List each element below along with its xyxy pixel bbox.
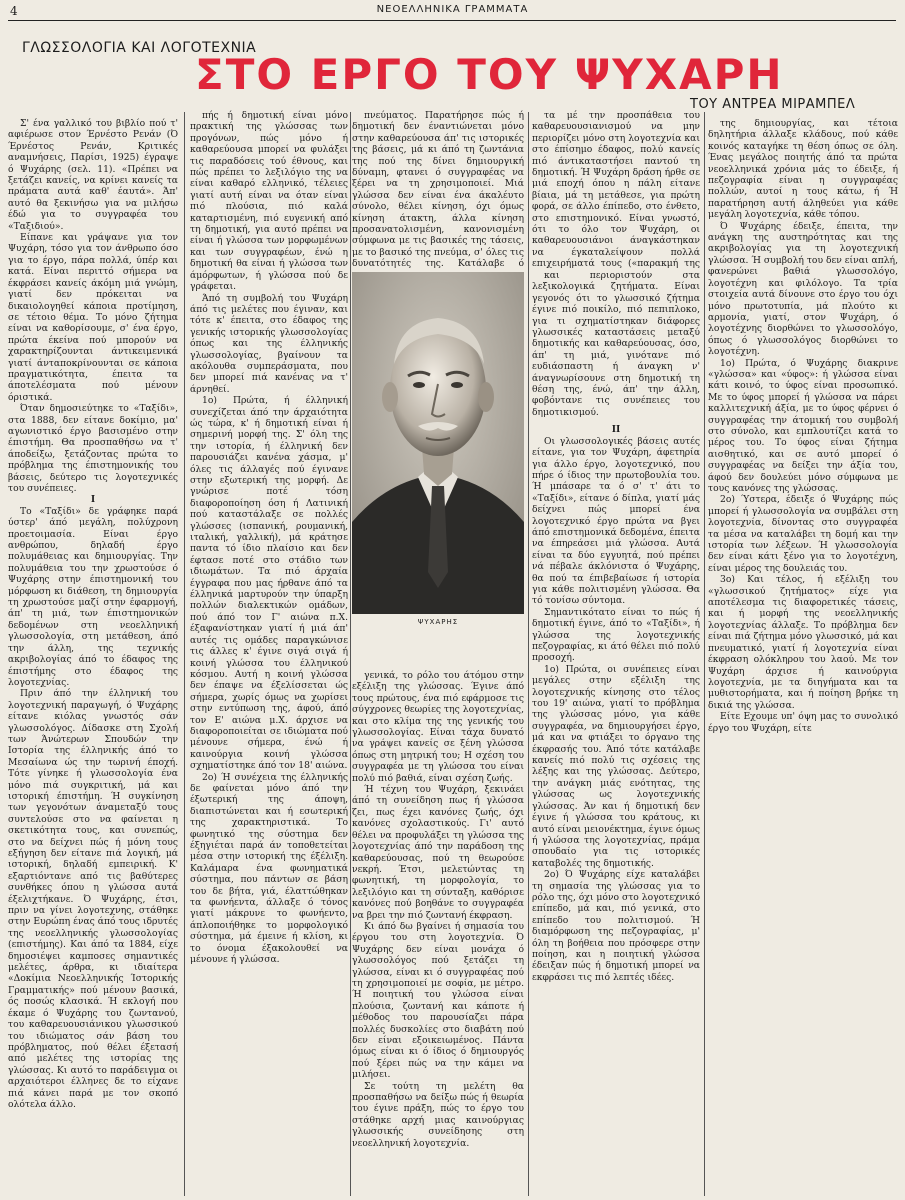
column-rule	[350, 112, 351, 1196]
paragraph: Άπό τη συμβολή του Ψυχάρη άπό τις μελέτες που έγιναν, και τότε κ' έπειτα, στο έδαφος της γενικής ιστορικής γλωσσολογίας όπως και της έλληνικής γλωσσολογίας, βγαίνουν τα ακόλουθα συμπεράσματα, που δεν μπορεί πιά κανένας να τ' άρνηθεί.	[190, 292, 348, 395]
paragraph: 3ο) Και τέλος, ή εξέλιξη του «γλωσσικού ζητήματος» είχε για αποτέλεσμα τις διαφορετικές τάσεις, και ή μορφή της νεοελληνικής λογοτεχνίας άλλαξε. Το πρόβλημα δεν είναι πιά ζήτημα μόνο γλωσσικό, μά και πνευματικό, γιατί ή λογοτεχνία είναι έκφραση ολόκληρου του λαού. Με τον Ψυχάρη άρχισε ή καινούργια λογοτεχνία, με τα διηγήματα και τα μυθιστορήματα, και ή ποίηση βρήκε τη δικιά της γλώσσα.	[708, 574, 898, 711]
paragraph: 1ο) Πρώτα, ή έλληνική συνεχίζεται άπό την άρχαιότητα ώς τώρα, κ' ή δημοτική είναι ή σημερινή μορφή της. Σ' όλη της την ιστορία, ή έλληνική δεν παρουσιάζει κανένα χάσμα, μ' όλες τις άλλαγές πού έγινανε στην εξωτερική της μορφή. Δε γνώρισε ποτέ τόση διαφοροποίηση όση ή Λατινική πού καταστάλαξε σε πολλές γλώσσες (ισπανική, ρουμανική, ιταλική, γαλλική), μά κράτησε παντα τό ίδιο πλαίσιο και δεν έφτασε ποτέ στο στάδιο των ιδιωμάτων. Τα πιό άρχαία έγγραφα που μας ήρθανε άπό τα έλληνικά μαρτυρούν την ύπαρξη πολλών διαλεκτικών ομάδων, πού άπό τον Γ' αιώνα π.Χ. έξαφανίστηκαν γιατί ή μιά άπ' αυτές τις ομάδες παραγκώνισε τις άλλες κ' έγινε σιγά σιγά ή κοινή γλώσσα του έλληνικού κόσμου. Αυτή η κοινή γλώσσα δεν έπαψε να έξελίσσεται ώς σήμερα, χωρίς όμως να χωρίσει στην εντύπωση της, άφού, άπό τον Ε' αιώνα μ.Χ. άρχισε να διαφοροποιείται σε ιδιώματα πού μένουνε σήμερα, ένώ ή καινούργια κοινή γλώσσα σχηματίστηκε άπό τον 18' αιώνα.	[190, 395, 348, 772]
section-kicker: ΓΛΩΣΣΟΛΟΓΙΑ ΚΑΙ ΛΟΓΟΤΕΧΝΙΑ	[22, 40, 257, 56]
paragraph: Ή τέχνη του Ψυχάρη, ξεκινάει άπό τη συνείδηση πως ή γλώσσα ζει, πως έχει κανόνες ζωής, όχι κανόνες σχολαστικούς. Γι' αυτό θέλει να προφυλάξει τη γλώσσα της λογοτεχνίας άπό την παράδοση της καθαρεύουσας, πού τη θεωρούσε νεκρή. Έτσι, μελετώντας τη φωνητική, τη μορφολογία, το λεξιλόγιο και τη σύνταξη, καθόρισε κανόνες πού βοηθάνε το συγγραφέα να βρει την πιό ζωντανή έκφραση.	[352, 784, 524, 921]
section-mark-2: II	[611, 424, 621, 436]
column-3	[352, 670, 524, 1196]
paragraph: και περιοριστούν στα λεξικολογικά ζητήματα. Είναι γεγονός ότι το γλωσσικό ζήτημα έγινε πιό ποικίλο, πιό πεπιπλοκο, για τι σχηματίστηκαν διάφορες γλωσσικές καταστάσεις μεταξύ δημοτικής και καθαρεύουσας, όσο, άπ' τη μιά, γινότανε πιό ευδιάσπαστη ή άναγκη ν' άναγνωρίσουνε στη δημοτική τη θέση της, ένώ, άπ' την άλλη, φοβόντανε τις συνέπειες του δημοτικισμού.	[532, 270, 700, 418]
paragraph: Είπανε και γράψανε για τον Ψυχάρη, τόσο για τον άνθρωπο όσο για το έργο, πάρα πολλά, ύπέρ και κατά. Είναι περιττό σήμερα να έκφράσει κανείς άκόμη μιά γνώμη, γιατί δεν πρόκειται να δικαιολογηθεί κάποια προτίμηση, σε τέτοιο θέμα. Το μόνο ζήτημα είναι να καθορίσουμε, σ' ένα έργο, πρώτα έκείνα πού μπορούν να χαρακτηρίζουνται άντικειμενικά γιατί άνταποκρίνουνται σε κάποια πραγματικότητα, έπειτα τα άποτελέσματα πού μένουν όριστικά.	[8, 232, 178, 403]
paragraph: γενικά, το ρόλο του άτόμου στην εξέλιξη της γλώσσας. Έγινε άπό τους πρώτους, ένα πιό εφάρμοσε τις σύγχρονες θεωρίες της λογοτεχνίας, και στο κλίμα της της γενικής του γλωσσολογίας. Είναι τάχα δυνατό να γράψει κανείς σε ξένη γλώσσα όπως στη μητρική του; Η σχέση του συγγραφέα με τη γλώσσα του είναι πολύ πιό βαθιά, είναι σχέση ζωής.	[352, 670, 524, 784]
column-1	[8, 118, 178, 1196]
column-rule	[184, 112, 185, 1196]
column-4	[532, 270, 700, 1196]
paragraph: Όταν δημοσιεύτηκε το «Ταξίδι», στα 1888, δεν είτανε δοκίμιο, μα' αγωνιστικό έργο βασισμένο στην έπιστήμη. Θα προσπαθήσω να τ' άποδείξω, ξετάζοντας πρώτα το πρόβλημα της έπιστημονικής του βάσεις, δεύτερο τις λογοτεχνικές του συνέπειες.	[8, 403, 178, 494]
column-rule	[704, 112, 705, 1196]
article-title: ΣΤΟ ΕΡΓΟ ΤΟΥ ΨΥΧΑΡΗ	[195, 50, 784, 99]
paragraph: Το «Ταξίδι» δε γράφηκε παρά ύστερ' άπό μεγάλη, πολύχρονη προετοιμασία. Είναι έργο ανθρώπου, δηλαδή έργο πολυμάθειας και δημιουργίας. Την πολυμάθεια του την χρωστούσε ό Ψυχάρης στην έπιστημονική του μόρφωση κι διάθεση, τη δημιουργία τη χρωστούσε μαζί στην έφαρμογή, άπ' τη μιά, των έπιστημονικών δεδομένων στη νεοελληνική γλωσσολογία, στη μετάθεση, άπό την άλλη, της τεχνικής ακριβολογίας άπό το έδαφος της έπιστήμης στο έδαφος της λογοτεχνίας.	[8, 505, 178, 688]
paragraph: 2ο) Ό Ψυχάρης είχε καταλάβει τη σημασία της γλώσσας για το ρόλο της, όχι μόνο στο λογοτεχνικό επίπεδο, μά και, πιό γενικά, στο επίπεδο του πολιτισμού. Ή διαμόρφωση της πεζογραφίας, μ' όλη τη βοήθεια που πρόσφερε στην ποίηση, και η ποιητική γλώσσα έδειξαν πώς ή δημοτική μπορεί να εκφράσει τις πιό λεπτές ιδέες.	[532, 869, 700, 983]
running-header: ΝΕΟΕΛΛΗΝΙΚΑ ΓΡΑΜΜΑΤΑ	[376, 4, 529, 15]
photo-caption: ΨΥΧΑΡΗΣ	[417, 618, 459, 626]
paragraph: 2ο) Ύστερα, έδειξε ό Ψυχάρης πώς μπορεί ή γλωσσολογία να συμβάλει στη λογοτεχνία, δίνοντας στο συγγραφέα τα μέσα να καταλάβει τη δομή και την ιστορία των λέξεων. Ή γλωσσολογία δεν είναι κάτι ξένο για το λογοτέχνη, είναι μέρος της δουλειάς του.	[708, 494, 898, 574]
paragraph: Κι άπό δω βγαίνει ή σημασία του έργου του στη λογοτεχνία. Ό Ψυχάρης δεν είναι μονάχα ό γλωσσολόγος πού ξετάζει τη γλώσσα, είναι κι ό συγγραφέας πού τη χρησιμοποιεί με σοφία, με μέτρο. Ή ποιητική του γλώσσα είναι πλούσια, ζωντανή και κάποτε ή μέθοδος του παρουσίαζει πάρα πολλές δυσκολίες στο διαβάτη πού δεν είναι εξοικειωμένος. Πάντα όμως είναι κι ό ίδιος ό δημιουργός πού ξέρει πώς να την κάμει να μιλήσει.	[352, 920, 524, 1081]
paragraph: 2ο) Ή συνέχεια της έλληνικής δε φαίνεται μόνο άπό την έξωτερική της άποψη, διαπιστώνεται και ή εσωτερική της χαρακτηριστικά. Το φωνητικό της σύστημα δεν έξηγιέται παρά άν τοποθετείται μέσα στην ιστορική της έξέλιξη. Καλάμαρα ένα φωνηματικά σύστημα, που πάντων σε βάση του δε βήτα, γιά, έλαττώθηκαν τα φωνήεντα, άλλαξε ό τόνος γιατί μάκρυνε το φωνήεντο, άπλοποιήθηκε το μορφολογικό σύστημα, μά έμεινε ή κλίση, κι το όνομα έξακολουθεί να μένουνε ή γλώσσα.	[190, 771, 348, 966]
column-rule	[528, 112, 529, 1196]
paragraph: Σε τούτη τη μελέτη θα προσπαθήσω να δείξω πώς ή θεωρία του έγινε πράξη, πώς το έργο του στάθηκε αρχή μιας καινούργιας γλωσσικής συνείδησης στη νεοελληνική λογοτεχνία.	[352, 1080, 524, 1149]
paragraph: της δημιουργίας, και τέτοια δηλητήρια άλλαξε κλάδους, πού κάθε κοινός καταγήκε τη θέση όπως σε όλη. Ένας μεγάλος ποιητής άπό τα πρώτα νεοελληνικά χρόνια μάς το έδειξε, ή πεζογραφία είναι η συγγραφέας πολλών, αυτοί η τους κάτω, ή Ή παρατήρηση αυτή άληθεύει για κάθε μεγάλη λογοτεχνία, κάθε τόπου.	[708, 118, 898, 221]
column-4-top	[532, 110, 700, 270]
paragraph: Ό Ψυχάρης έδειξε, έπειτα, την ανάγκη της αυστηρότητας και της ακριβολογίας για τη λογοτεχνική γλώσσα. Ή συμβολή του δεν είναι απλή, φανερώνει βαθιά γλωσσολόγο, λογοτέχνη και φιλόλογο. Τα τρία στοιχεία αυτά δίνουνε στο έργο του όχι μόνο πρωτοτυπία, μά πλούτο κι αρμονία, γιατί, στον Ψυχάρη, ό λογοτέχνης διορθώνει το γλωσσολόγο, όπως ό γλωσσολόγος διορθώνει το λογοτέχνη.	[708, 220, 898, 358]
paragraph: πής ή δημοτική είναι μόνο πρακτική της γλώσσας των προγόνων, πώς μόνο ή καθαρεύουσα μπορεί να φυλάξει τις παραδόσεις τού έθνους, και πώς πρέπει το λεξιλόγιο της να είναι καθαρό ελληνικό, τέλειες γιατί αυτή είναι να όταν είναι πιό πλούσια, πιό καλά καταρτισμένη, πιό ευγενική από τη δημοτική, για αυτό πρέπει να είναι ή γλώσσα των μορφωμένων και των συγγραφέων, ένώ η δημοτική θα είναι ή γλώσσα των άμόρφωτων, ή γλώσσα πού δε γράφεται.	[190, 110, 348, 293]
article-author: ΤΟΥ ΑΝΤΡΕΑ ΜΙΡΑΜΠΕΛ	[690, 97, 856, 112]
section-mark-1: I	[90, 494, 96, 506]
paragraph: Οι γλωσσολογικές βάσεις αυτές είτανε, για τον Ψυχάρη, άφετηρία για άλλο έργο, λογοτεχνικό, που πήρε ό ίδιος την πρωτοβουλία του. Ή μπάσαρε τα ό σ' τ' άτι το «Ταξίδι», είτανε ό δίπλα, γιατί μάς δείχνει πώς μπορεί ένα λογοτεχνικό έργο πρώτα να βγει άπό επιστημονικά δεδομένα, έπειτα να έπηρεάσει μιά γλώσσα. Αυτά είναι τα δύο εγγυητά, πού πρέπει νά πέβαλε άκλόνιστα ό Ψυχάρης, θα πού τα έπιβεβαίωσε ή ιστορία για κάθε πολιτισμένη γλώσσα. Θα τό τονίσω σύντομα.	[532, 435, 700, 607]
paragraph: Είτε Εχουμε υπ' όψη μας το συνολικό έργο του Ψυχάρη, είτε	[708, 711, 898, 734]
header-rule	[8, 20, 896, 21]
column-5	[708, 118, 898, 1196]
paragraph: Πριν άπό την έλληνική του λογοτεχνική παραγωγή, ό Ψυχάρης είτανε κιόλας γνωστός σάν γλωσσολόγος. Δίδασκε στη Σχολή των Άνώτερων Σπουδών την Ιστορία της έλληνικής άπό το Μεσαίωνα ώς την τωρινή έποχή. Τότε γίνηκε ή γλωσσολογία ένα μόνο πιά συγκριτική, μά και ιστορική έπιστήμη. Ή συγκίνηση των γεγονότων άναμεταξύ τους συντελούσε στο να φαίνεται η σκετικότητα τους, και συνεπώς, στο να δείχνει πώς ή μόνη τους εξήγηση δεν είτανε πιά λογική, μά ιστορική, δηλαδή εμπειρική. Κ' εξαρτιόντανε από τις βαθύτερες συνθήκες όπου η γλώσσα αυτά έξελιχτήκανε. Ό Ψυχάρης, έτσι, πριν να γίνει λογοτεχνης, στάθηκε στην Ευρώπη ένας άπό τους ιδρυτές της νεοελληνικής γλωσσολογίας (επιστήμης). Και άπό τα 1884, είχε δημοσιέψει καμποσες σημαντικές μελέτες, άρθρα, κι ιδιαίτερα «Δοκίμια Νεοελληνικής Ίστορικής Γραμματικής» πού μένουν βασικά, ός ποσώς κλασικά. Ή εκλογή που έκαμε ό Ψυχάρης του ζωντανού, του καθαρευουσιάνικου γλωσσικού του ιδιώματος σάν βάση του πρόβληματος, πού θέλει έξετασή από μελέτες της ιστορίας της γλώσσας. Κι αυτό το παράδειγμα οι αρχαιότεροι έλληνες δε το είχανε πιά κάνει παρά με τον σκοπό ολότελα άλλο.	[8, 688, 178, 1110]
paragraph: Σημαντικότατο είναι το πώς ή δημοτική έγινε, άπό το «Ταξίδι», ή γλώσσα της λογοτεχνικής πεζογραφίας, κι άτό θέλει πιό πολύ προσοχή.	[532, 606, 700, 664]
paragraph: τα μέ την προσπάθεια του καθαρευουσιανισμού να μην περιορίζει μόνο στη λογοτεχνία και στο έπίσημο έδαφος, πολύ κανείς πιό άντικαταστήσει παντού τη δημοτική. Ή Ψυχάρη δράση ήρθε σε μιά εποχή όπου η πάλη είτανε βίαια, μά τη μετάθεσε, για πρώτη φορά, σε άλλο έπίπεδο, στο ένθετο, στο επιστημονικό. Είναι γνωστό, ότι το όλο τον Ψυχάρη, οι καθαρευουσιάνοι άναγκάστηκαν να έγκαταλείψουν πολλά επιχειρήματά τους («παρακμή της	[532, 110, 700, 270]
column-3-top	[352, 110, 524, 270]
paragraph: Σ' ένα γαλλικό του βιβλίο πού τ' αφιέρωσε στον Έρνέστο Ρενάν (Ό Έρνέστος Ρενάν, Κριτικές αναμνήσεις, Παρίσι, 1925) έγραψε ό Ψυχάρης (σελ. 11). «Πρέπει να ξετάζει κανείς, να κρίνει κανείς τα πράματα αυτά καθ' έαυτά». Άπ' αυτό θα ξεκινήσω για να μιλήσω έδώ για το συγγραφέα του «Ταξιδιού».	[8, 118, 178, 232]
portrait-image	[352, 272, 524, 614]
paragraph: 1ο) Πρώτα, ό Ψυχάρης διακρινε «γλώσσα» και «ύφος»: ή γλώσσα είναι κάτι κοινό, το ύφος είναι προσωπικό. Με το ύφος μπορεί ή γλώσσα να πάρει καλλιτεχνική άξία, με το ύφος φέρνει ό συγγραφέας την άτομική του συμβολή στο σύνολο, και εμπλουτίζει κατά το μέρος του. Το ύφος είναι ζήτημα αισθητικό, και σε αυτό μπορεί ό συγγραφέας να δείξει την άξία του, άφού δεν δουλεύει μόνο σύμφωνα με τους κανόνες της γλώσσας.	[708, 357, 898, 494]
paragraph: πνεύματος. Παρατήρησε πώς ή δημοτική δεν έναντιώνεται μόνο στην καθαρεύουσα άπ' τις ιστορικές της βάσεις, μά κι άπό τη ζωντάνια της πού της δίνει δημιουργική δύναμη, φτανει ό συγγραφέας να ξέρει να τη χρησιμοποιεί. Μιά γλώσσα δεν είναι ένα άκαλέυτο σύνολο, θέλει κίνηση, όχι όμως κίνηση άτακτη, άλλα κίνηση προσανατολισμένη, κανονισμένη σύμφωνα με τις βασικές της τάσεις, με το βασικό της πνεύμα, σ' όλες τις δυνατότητές της. Κατάλαβε ό	[352, 110, 524, 270]
column-2	[190, 110, 348, 1196]
page-number: 4	[10, 4, 18, 18]
paragraph: 1ο) Πρώτα, οι συνέπειες είναι μεγάλες στην εξέλιξη της λογοτεχνικής κίνησης στο τέλος του 19' αιώνα, γιατί το πρόβλημα της γλώσσας μόνο, για κάθε συγγραφέα, να δημιουργήσει έργο, μά και να φτιάξει το όργανο της έκφρασής του. Άπό τότε κατάλαβε κανείς πιό πολύ τις σχέσεις της λέξης και της γλώσσας. Δεύτερο, την ανάγκη μιάς ενότητας, της γλώσσας ως λογοτεχνικής γλώσσας. Άν και ή δημοτική δεν έγινε ή γλώσσα του κράτους, κι αυτό είναι μειονέκτημα, έγινε όμως ή γλώσσα της λογοτεχνίας, πράμα σπουδαίο για τις ιστορικές καταβολές της δημοτικής.	[532, 663, 700, 869]
portrait-photo	[352, 272, 524, 614]
